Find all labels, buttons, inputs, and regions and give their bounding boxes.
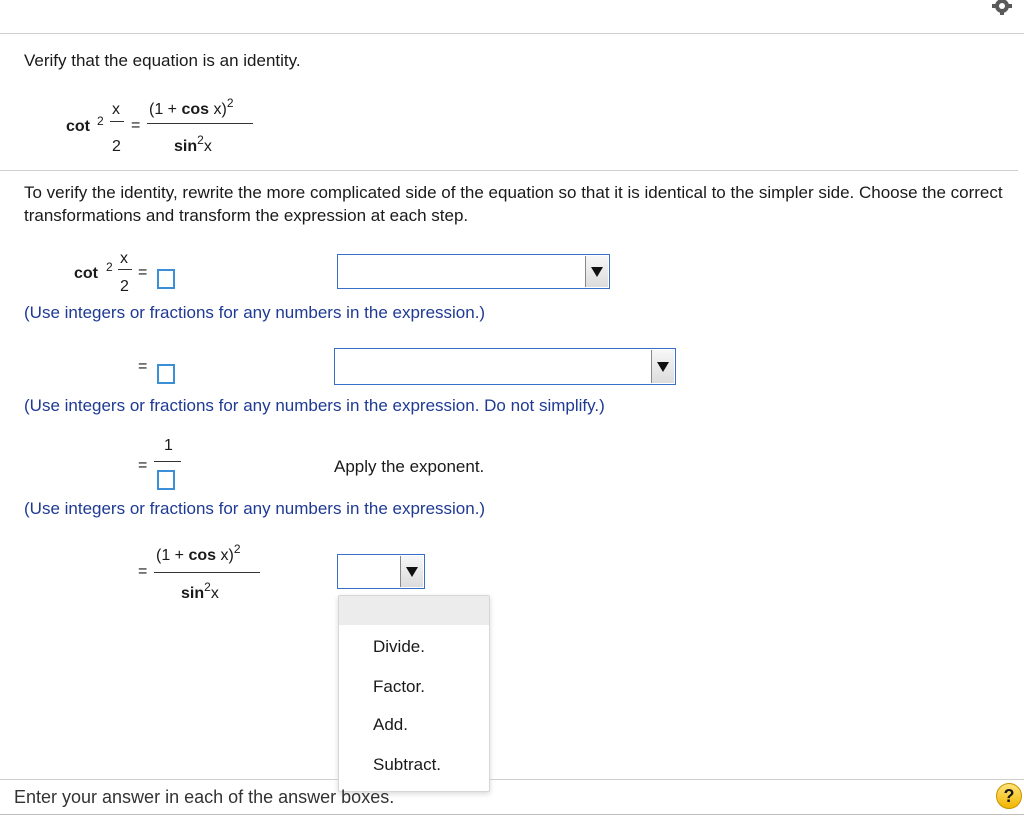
step3-reason: Apply the exponent. [334, 457, 485, 476]
instruction-text: Verify that the equation is an identity. [24, 51, 301, 70]
step3-hint: (Use integers or fractions for any numbers in the expression.) [24, 499, 486, 518]
directions-text: To verify the identity, rewrite the more complicated side of the equation so that it is identical to the simpler side. Choose the correct transformations and transform the expression at each step. [24, 183, 1003, 225]
eq-denominator: $\sin^2x$ [174, 133, 212, 155]
step3-equals: = [138, 457, 148, 474]
step2-equals: = [138, 358, 148, 375]
step1-equals: = [138, 264, 148, 281]
menu-item-blank[interactable] [339, 596, 489, 625]
step4-transformation-dropdown[interactable] [337, 554, 425, 589]
eq-x: x [112, 101, 120, 118]
step1-hint: (Use integers or fractions for any numbers in the expression.) [24, 303, 486, 322]
bottom-divider [0, 814, 1024, 815]
menu-item-add[interactable]: Add. [373, 715, 408, 734]
footer-status: Enter your answer in each of the answer boxes. [14, 787, 395, 807]
eq-cot-exponent: 2 [97, 114, 104, 128]
top-divider [0, 33, 1024, 34]
step4-dropdown-arrow-icon[interactable] [400, 556, 423, 587]
eq-numerator: $(1 + \cos x)^2$ [149, 96, 234, 118]
step1-answer-box[interactable] [157, 269, 175, 289]
section-divider [0, 170, 1018, 171]
eq-two: 2 [112, 138, 121, 155]
step3-numerator: 1 [164, 437, 173, 454]
step1-two: 2 [120, 278, 129, 295]
step1-cot: cot [74, 265, 98, 282]
gear-icon[interactable] [990, 0, 1014, 16]
step3-fraction-bar [154, 461, 181, 462]
help-button[interactable] [996, 783, 1022, 809]
footer-divider-right [489, 779, 1024, 780]
help-question-icon: ? [1003, 785, 1015, 806]
menu-item-divide[interactable]: Divide. [373, 637, 425, 656]
step1-cot-exponent: 2 [106, 260, 113, 274]
eq-cot: cot [66, 118, 90, 135]
step2-hint: (Use integers or fractions for any numbers in the expression. Do not simplify.) [24, 396, 605, 415]
step4-fraction-bar [154, 572, 260, 573]
step4-equals: = [138, 563, 148, 580]
transformation-options-menu [338, 595, 490, 792]
footer-divider-left [0, 779, 338, 780]
step2-answer-box[interactable] [157, 364, 175, 384]
menu-item-subtract[interactable]: Subtract. [373, 755, 442, 774]
eq-rhs-fraction-bar [147, 123, 253, 124]
eq-lhs-fraction-bar [110, 121, 124, 122]
step2-dropdown-arrow-icon[interactable] [651, 350, 674, 383]
eq-equals: = [131, 117, 141, 134]
step3-denominator-answer-box[interactable] [157, 470, 175, 490]
step4-denominator: $\sin^2x$ [181, 580, 219, 602]
step2-transformation-dropdown[interactable] [334, 348, 676, 385]
step1-x: x [120, 250, 128, 267]
step1-transformation-dropdown[interactable] [337, 254, 610, 289]
step1-dropdown-arrow-icon[interactable] [585, 256, 608, 287]
menu-item-factor[interactable]: Factor. [373, 677, 425, 696]
step4-numerator: $(1 + \cos x)^2$ [156, 542, 241, 564]
step1-fraction-bar [118, 269, 132, 270]
